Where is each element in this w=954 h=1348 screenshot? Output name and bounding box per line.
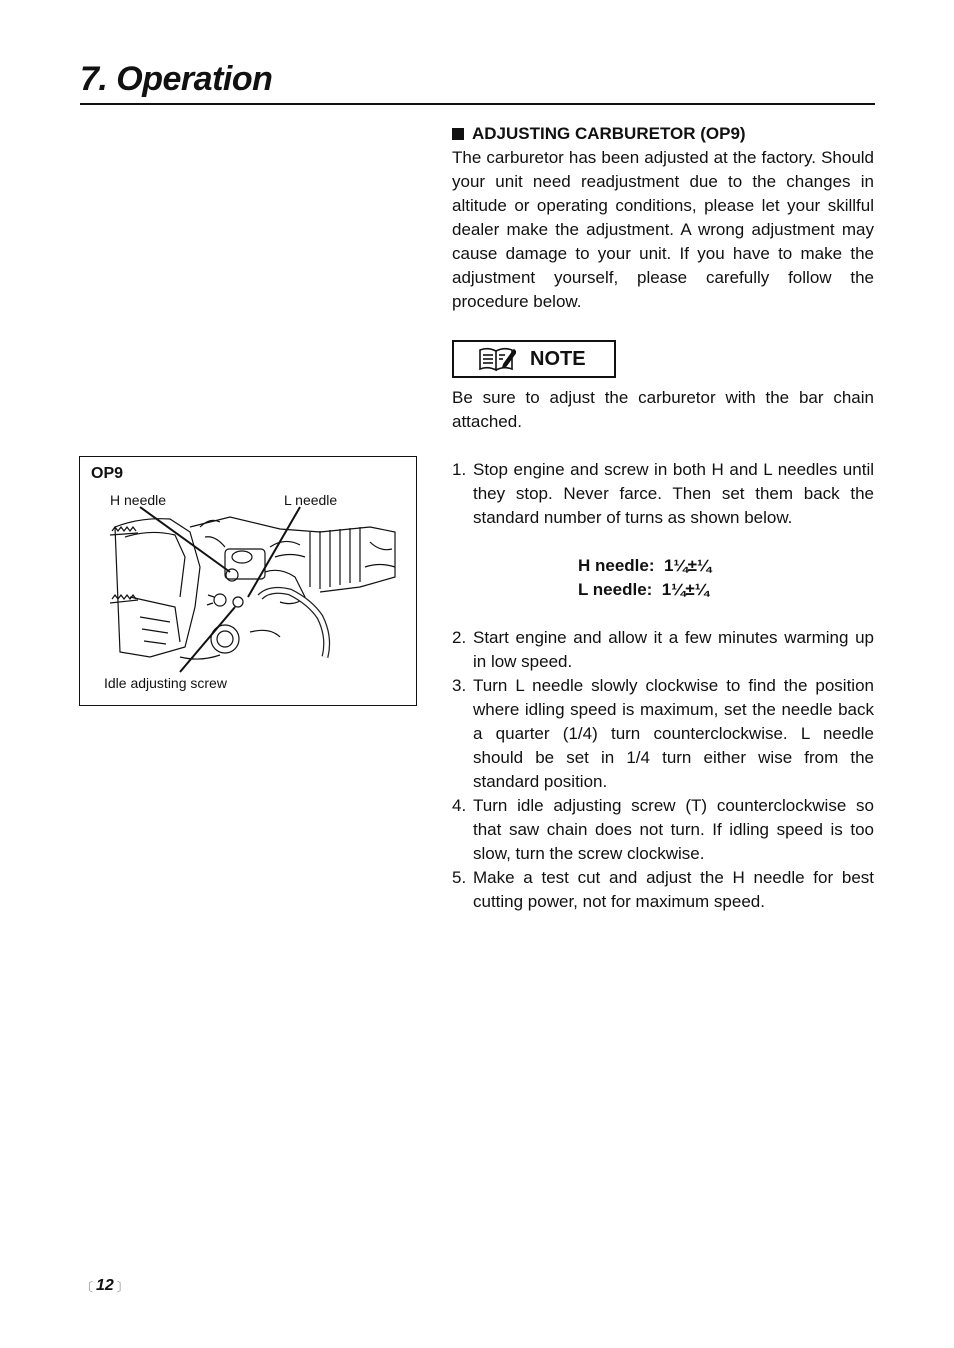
note-text: Be sure to adjust the carburetor with the bar chain attached. [452, 388, 874, 431]
procedure-list-continued [452, 626, 874, 914]
carburetor-illustration [80, 457, 418, 707]
h-needle-label: H needle [110, 492, 167, 508]
header-rule [80, 103, 875, 105]
l-needle-label: L needle [284, 492, 338, 508]
note-label: NOTE [530, 348, 586, 370]
h-needle-spec: H needle: 1¼±¼ [578, 556, 712, 575]
figure-op9 [79, 456, 417, 706]
list-item: 2. Start engine and allow it a few minutes warming up in low speed. [452, 628, 874, 671]
figure-id: OP9 [91, 465, 124, 482]
note-box [452, 340, 616, 378]
l-needle-spec: L needle: 1¼±¼ [578, 580, 709, 599]
needle-spec [578, 554, 874, 602]
procedure-list [452, 458, 874, 530]
square-bullet-icon [452, 128, 464, 140]
section-heading-text: ADJUSTING CARBURETOR (OP9) [472, 124, 746, 143]
intro-paragraph: The carburetor has been adjusted at the factory. Should your unit need readjustment due to the changes in altitude or operating conditions, please let your skillful dealer make the adjustment. A wrong adjustment may cause damage to your unit. If you have to make the adjustment yourself, please carefully follow the procedure below. [452, 148, 874, 311]
page-title: 7. Operation [80, 60, 273, 98]
page-number: 〔 12 〕 [81, 1277, 129, 1294]
carburetor-section [452, 122, 874, 914]
open-book-pencil-icon [478, 346, 516, 372]
list-item: 3. Turn L needle slowly clockwise to find the position where idling speed is maximum, set the needle back a quarter (1/4) turn counterclockwise. L needle should be set in 1/4 turn either wise from the standard position. [452, 676, 874, 791]
list-item: 1. Stop engine and screw in both H and L needles until they stop. Never farce. Then set them back the standard number of turns as shown below. [452, 460, 874, 527]
list-item: 4. Turn idle adjusting screw (T) counterclockwise so that saw chain does not turn. If idling speed is too slow, turn the screw clockwise. [452, 796, 874, 863]
idle-screw-label: Idle adjusting screw [104, 675, 227, 691]
list-item: 5. Make a test cut and adjust the H needle for best cutting power, not for maximum speed. [452, 868, 874, 911]
section-heading [452, 122, 874, 146]
